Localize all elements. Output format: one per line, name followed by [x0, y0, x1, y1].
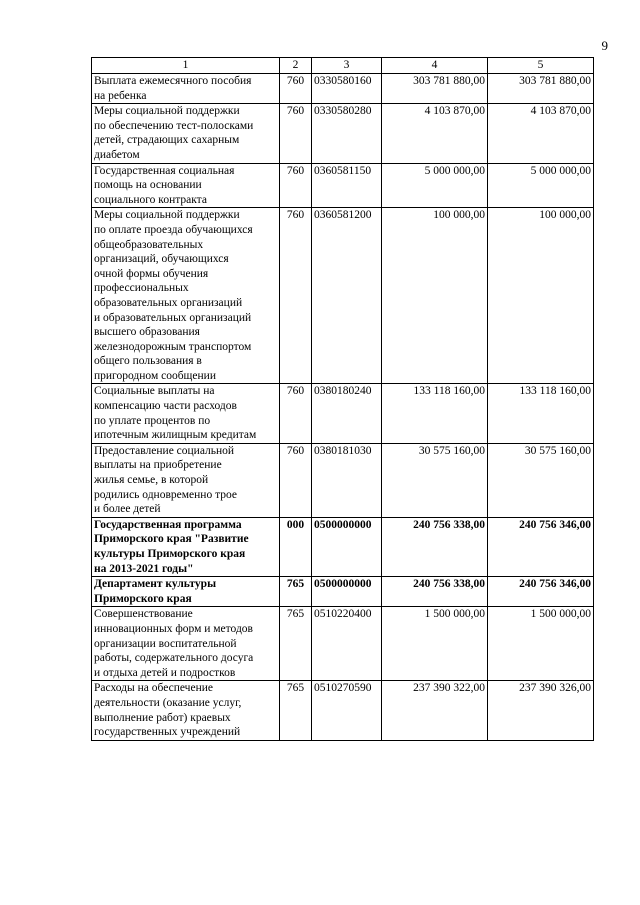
- row-code: 760: [280, 104, 312, 163]
- page-number: 9: [601, 38, 608, 53]
- row-amount-year-2: 240 756 346,00: [488, 517, 594, 576]
- row-name: Государственная социальная помощь на основании социального контракта: [92, 163, 280, 208]
- row-csr-code: 0510220400: [312, 607, 382, 681]
- row-amount-year-2: 237 390 326,00: [488, 681, 594, 740]
- row-code: 760: [280, 384, 312, 443]
- row-code: 760: [280, 443, 312, 517]
- row-amount-year-1: 240 756 338,00: [382, 517, 488, 576]
- table-row: [92, 384, 594, 443]
- row-amount-year-2: 240 756 346,00: [488, 577, 594, 607]
- row-name: Государственная программа Приморского края "Развитие культуры Приморского края на 2013-2021 годы": [92, 517, 280, 576]
- row-amount-year-2: 30 575 160,00: [488, 443, 594, 517]
- row-amount-year-2: 5 000 000,00: [488, 163, 594, 208]
- row-name: Департамент культуры Приморского края: [92, 577, 280, 607]
- row-amount-year-2: 133 118 160,00: [488, 384, 594, 443]
- row-name: Выплата ежемесячного пособия на ребенка: [92, 74, 280, 104]
- row-amount-year-2: 100 000,00: [488, 208, 594, 384]
- row-code: 000: [280, 517, 312, 576]
- row-amount-year-1: 1 500 000,00: [382, 607, 488, 681]
- header-col-3: 3: [312, 58, 382, 74]
- row-code: 760: [280, 74, 312, 104]
- row-name: Социальные выплаты на компенсацию части расходов по уплате процентов по ипотечным жилищным кредитам: [92, 384, 280, 443]
- table-row: [92, 681, 594, 740]
- row-code: 760: [280, 208, 312, 384]
- row-csr-code: 0360581200: [312, 208, 382, 384]
- row-name: Расходы на обеспечение деятельности (оказание услуг, выполнение работ) краевых государственных учреждений: [92, 681, 280, 740]
- row-amount-year-1: 30 575 160,00: [382, 443, 488, 517]
- row-csr-code: 0380181030: [312, 443, 382, 517]
- table-body: [92, 74, 594, 741]
- header-col-2: 2: [280, 58, 312, 74]
- table-row: [92, 577, 594, 607]
- budget-table: [91, 57, 594, 741]
- row-amount-year-1: 237 390 322,00: [382, 681, 488, 740]
- table-row: [92, 443, 594, 517]
- row-amount-year-1: 5 000 000,00: [382, 163, 488, 208]
- row-csr-code: 0360581150: [312, 163, 382, 208]
- row-code: 765: [280, 607, 312, 681]
- header-row: [92, 58, 594, 74]
- table-row: [92, 104, 594, 163]
- row-csr-code: 0500000000: [312, 517, 382, 576]
- row-csr-code: 0380180240: [312, 384, 382, 443]
- row-csr-code: 0330580160: [312, 74, 382, 104]
- row-code: 765: [280, 577, 312, 607]
- header-col-4: 4: [382, 58, 488, 74]
- row-amount-year-2: 303 781 880,00: [488, 74, 594, 104]
- row-amount-year-1: 133 118 160,00: [382, 384, 488, 443]
- table-row: [92, 607, 594, 681]
- row-csr-code: 0330580280: [312, 104, 382, 163]
- row-name: Совершенствование инновационных форм и методов организации воспитательной работы, содержательного досуга и отдыха детей и подростков: [92, 607, 280, 681]
- row-amount-year-1: 4 103 870,00: [382, 104, 488, 163]
- header-col-5: 5: [488, 58, 594, 74]
- row-name: Меры социальной поддержки по оплате проезда обучающихся общеобразовательных организаций, обучающихся очной формы обучения профессиональных образовательных организаций и образовательных организаций высшего образования железнодорожным транспортом общего пользования в пригородном сообщении: [92, 208, 280, 384]
- row-csr-code: 0510270590: [312, 681, 382, 740]
- table-row: [92, 517, 594, 576]
- row-name: Меры социальной поддержки по обеспечению тест-полосками детей, страдающих сахарным диабетом: [92, 104, 280, 163]
- row-amount-year-1: 240 756 338,00: [382, 577, 488, 607]
- row-amount-year-2: 1 500 000,00: [488, 607, 594, 681]
- row-csr-code: 0500000000: [312, 577, 382, 607]
- row-amount-year-1: 303 781 880,00: [382, 74, 488, 104]
- row-amount-year-2: 4 103 870,00: [488, 104, 594, 163]
- row-amount-year-1: 100 000,00: [382, 208, 488, 384]
- table-row: [92, 163, 594, 208]
- row-code: 765: [280, 681, 312, 740]
- table-row: [92, 208, 594, 384]
- header-col-1: 1: [92, 58, 280, 74]
- row-code: 760: [280, 163, 312, 208]
- row-name: Предоставление социальной выплаты на приобретение жилья семье, в которой родились одновременно трое и более детей: [92, 443, 280, 517]
- table-row: [92, 74, 594, 104]
